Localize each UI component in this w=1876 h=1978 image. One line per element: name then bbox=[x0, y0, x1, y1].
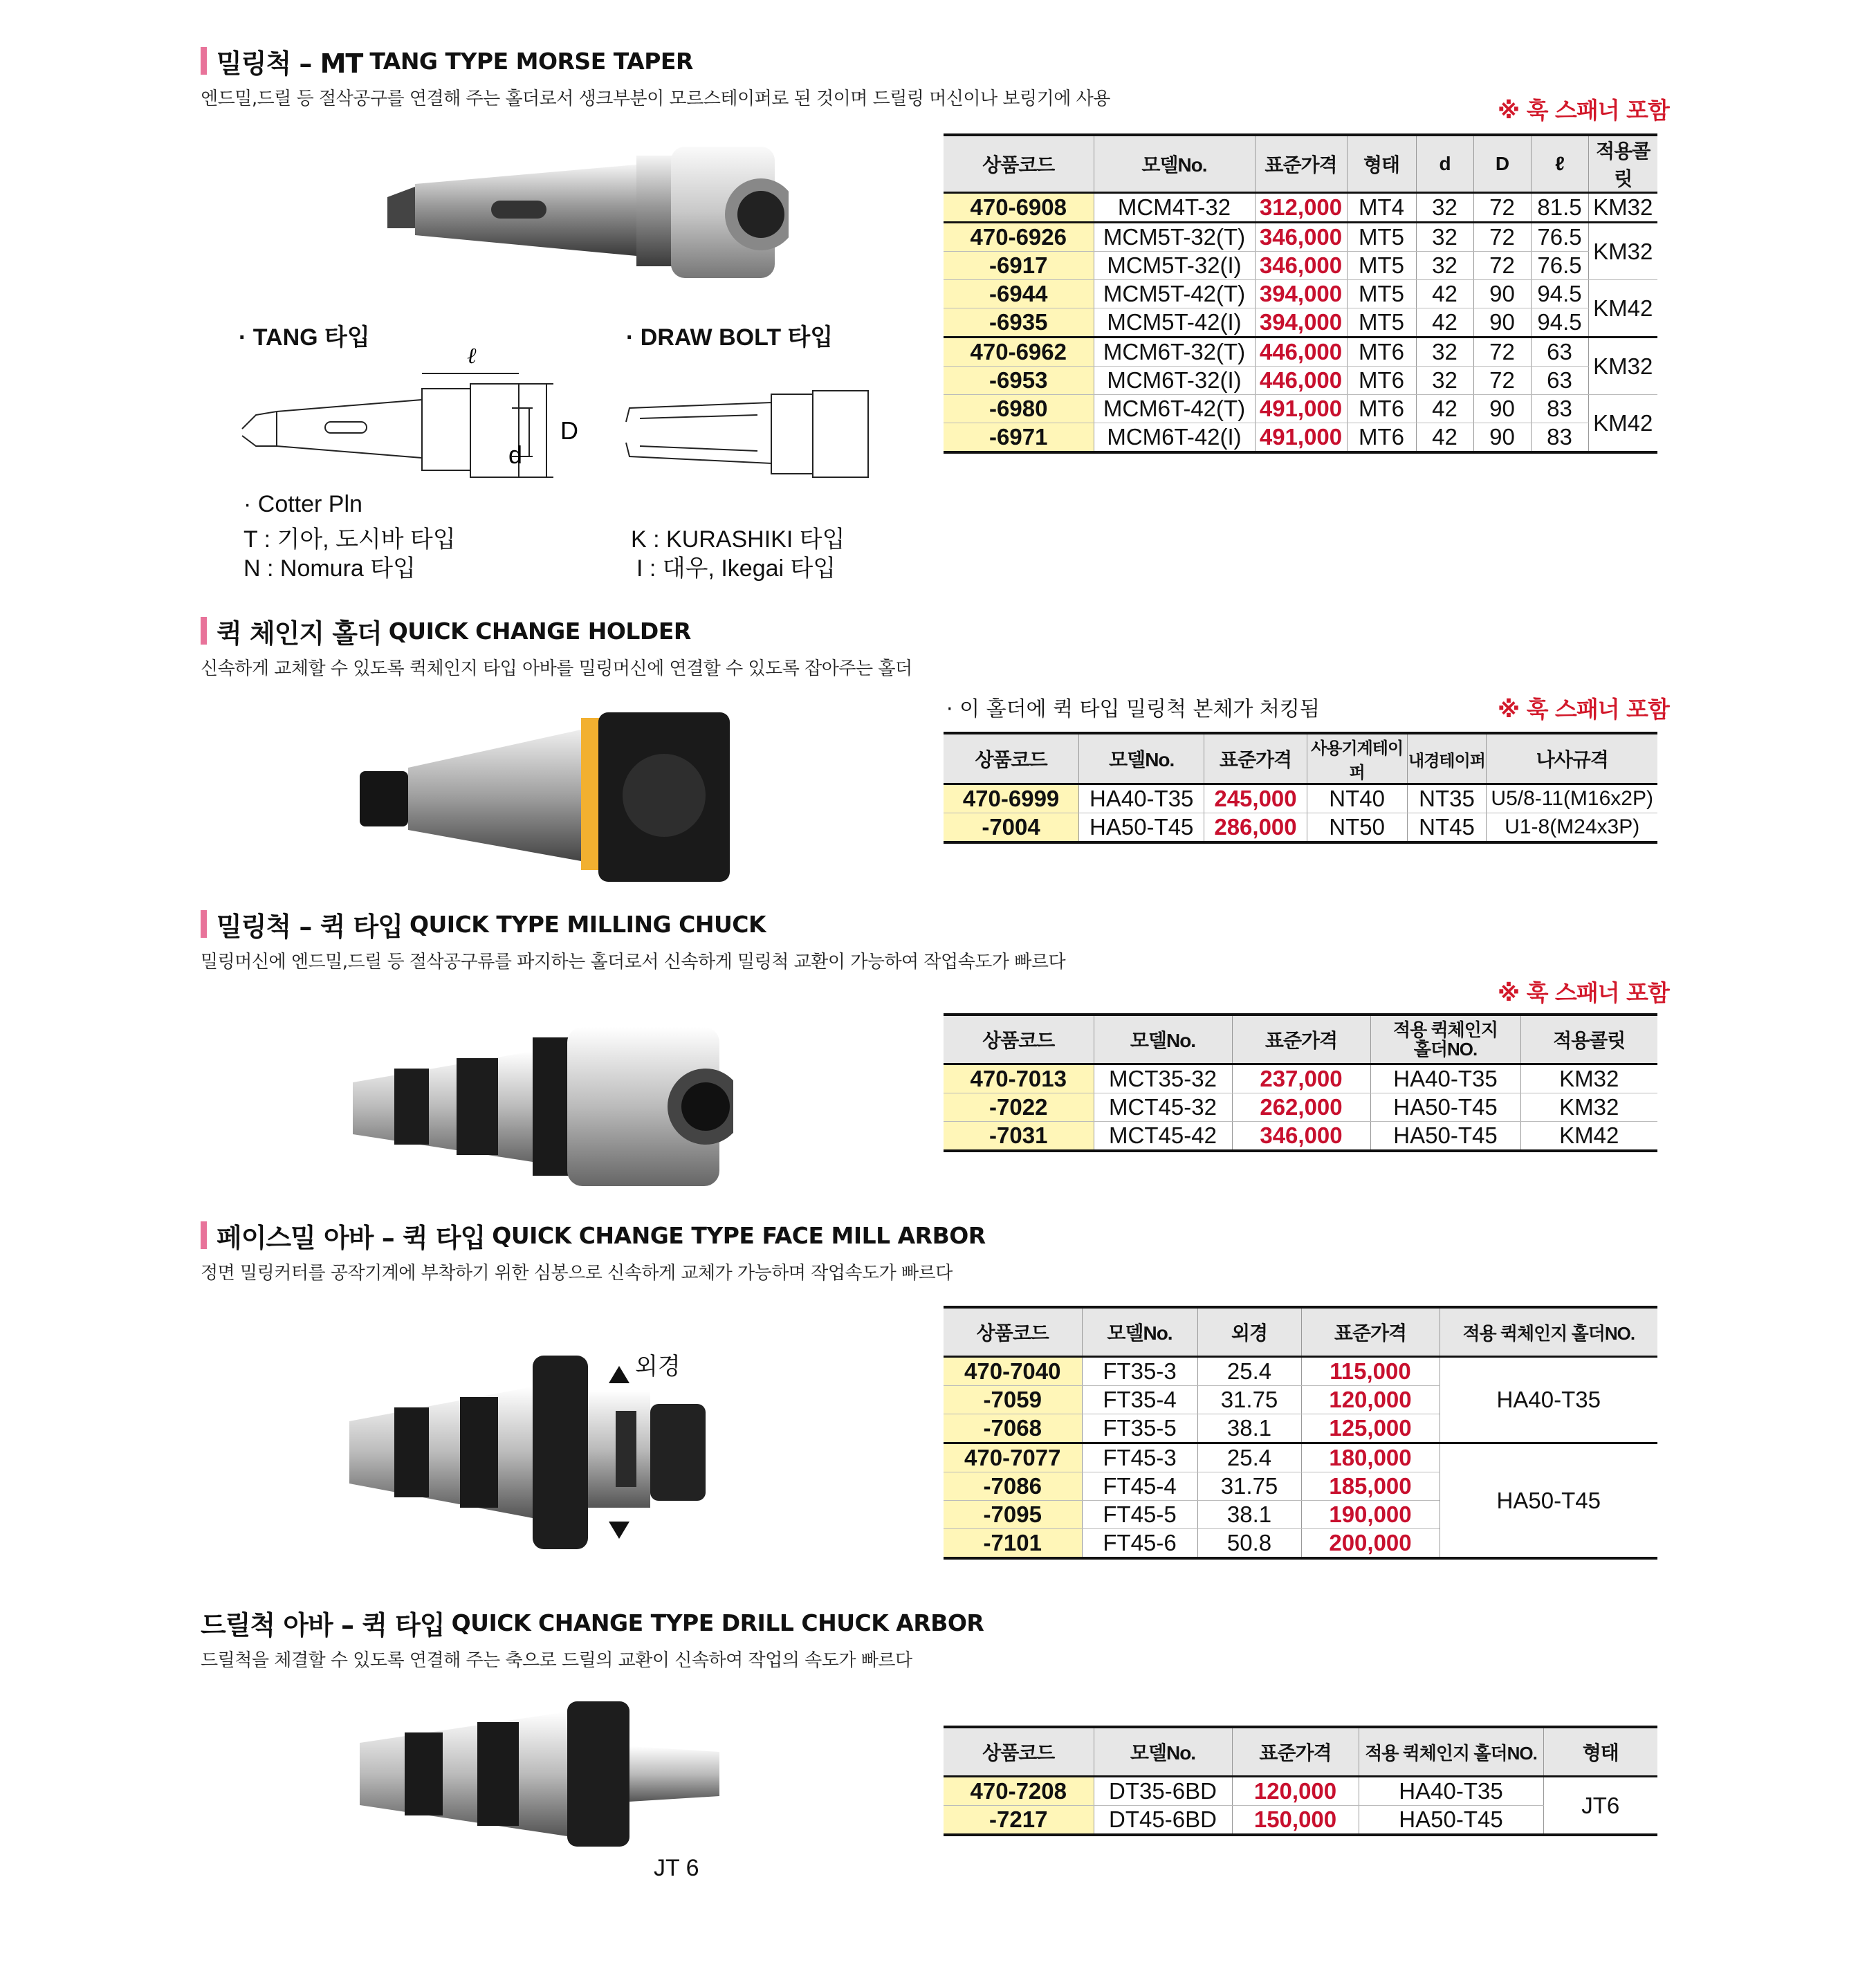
cell-price: 346,000 bbox=[1255, 223, 1347, 252]
header-price: 표준가격 bbox=[1232, 1015, 1370, 1064]
cell-code: 470-7040 bbox=[944, 1357, 1082, 1386]
cell-type: MT4 bbox=[1347, 193, 1416, 223]
cell-code: 470-7013 bbox=[944, 1064, 1094, 1093]
cell-d: 32 bbox=[1416, 338, 1473, 367]
cell-type: JT6 bbox=[1543, 1777, 1657, 1836]
quick-milling-chuck-image bbox=[346, 1024, 733, 1190]
cell-model: FT45-3 bbox=[1082, 1443, 1197, 1472]
cell-d: 32 bbox=[1416, 223, 1473, 252]
cell-price: 394,000 bbox=[1255, 280, 1347, 308]
cell-code: -7059 bbox=[944, 1386, 1082, 1414]
cell-l: 83 bbox=[1531, 423, 1588, 453]
jt6-label: JT 6 bbox=[654, 1855, 699, 1881]
cell-holder-no: HA50-T45 bbox=[1440, 1443, 1657, 1559]
section-title bbox=[201, 43, 1110, 79]
title-bar bbox=[201, 617, 207, 645]
header-code: 상품코드 bbox=[944, 733, 1079, 784]
cell-holder-no: HA50-T45 bbox=[1359, 1806, 1543, 1836]
cell-model: MCT35-32 bbox=[1094, 1064, 1232, 1093]
title-korean: 밀링척 – MT bbox=[217, 48, 363, 79]
cell-price: 115,000 bbox=[1301, 1357, 1440, 1386]
cell-type: MT6 bbox=[1347, 338, 1416, 367]
drawbolt-type-drawing bbox=[619, 387, 910, 484]
header-holder-no: 적용 퀵체인지 홀더NO. bbox=[1359, 1727, 1543, 1777]
cell-d: 42 bbox=[1416, 308, 1473, 338]
table-row bbox=[944, 338, 1657, 367]
header-price: 표준가격 bbox=[1232, 1727, 1359, 1777]
cell-price: 312,000 bbox=[1255, 193, 1347, 223]
title-english: QUICK TYPE MILLING CHUCK bbox=[409, 910, 766, 938]
cell-inner-taper: NT45 bbox=[1407, 813, 1487, 843]
cell-type: MT6 bbox=[1347, 395, 1416, 423]
cell-outer-diameter: 31.75 bbox=[1197, 1386, 1301, 1414]
dim-d-label: d bbox=[508, 441, 523, 469]
cell-code: 470-7208 bbox=[944, 1777, 1094, 1806]
cell-d: 32 bbox=[1416, 367, 1473, 395]
cell-model: FT45-4 bbox=[1082, 1472, 1197, 1501]
cell-model: MCM5T-32(I) bbox=[1094, 252, 1255, 280]
face-mill-arbor-table bbox=[944, 1306, 1657, 1560]
section-face-mill-arbor bbox=[201, 1217, 986, 1284]
cell-collet: KM42 bbox=[1588, 395, 1657, 453]
cell-price: 150,000 bbox=[1232, 1806, 1359, 1836]
tang-type-label: · TANG 타입 bbox=[239, 324, 370, 351]
tang-type-drawing bbox=[235, 346, 595, 491]
title-english: QUICK CHANGE TYPE FACE MILL ARBOR bbox=[492, 1221, 986, 1249]
cell-outer-diameter: 38.1 bbox=[1197, 1501, 1301, 1529]
header-model: 모델No. bbox=[1082, 1307, 1197, 1357]
cell-code: -7004 bbox=[944, 813, 1079, 843]
header-price: 표준가격 bbox=[1301, 1307, 1440, 1357]
i-type-note: I : 대우, Ikegai 타입 bbox=[636, 555, 836, 582]
cell-thread: U1-8(M24x3P) bbox=[1487, 813, 1657, 843]
table-row bbox=[944, 423, 1657, 453]
cell-holder-no: HA50-T45 bbox=[1370, 1122, 1520, 1152]
header-model: 모델No. bbox=[1094, 135, 1255, 193]
cell-code: -6953 bbox=[944, 367, 1094, 395]
cell-l: 94.5 bbox=[1531, 280, 1588, 308]
table-header-row bbox=[944, 1015, 1657, 1064]
cell-outer-diameter: 25.4 bbox=[1197, 1443, 1301, 1472]
cell-model: MCM6T-32(I) bbox=[1094, 367, 1255, 395]
outer-diameter-label: 외경 bbox=[635, 1353, 681, 1380]
header-code: 상품코드 bbox=[944, 1307, 1082, 1357]
cell-model: MCM6T-42(I) bbox=[1094, 423, 1255, 453]
section-description: 엔드밀,드릴 등 절삭공구를 연결해 주는 홀더로서 생크부분이 모르스테이퍼로 된 것이며 드릴링 머신이나 보링기에 사용 bbox=[201, 89, 1110, 109]
drill-chuck-arbor-image bbox=[353, 1698, 740, 1864]
cell-outer-diameter: 50.8 bbox=[1197, 1529, 1301, 1559]
spanner-note: ※ 훅 스패너 포함 bbox=[1498, 97, 1669, 124]
cell-code: 470-7077 bbox=[944, 1443, 1082, 1472]
dim-D-label: D bbox=[560, 416, 578, 445]
cell-model: FT45-5 bbox=[1082, 1501, 1197, 1529]
cell-code: -7031 bbox=[944, 1122, 1094, 1152]
n-type-note: N : Nomura 타입 bbox=[243, 555, 416, 582]
cell-outer-diameter: 25.4 bbox=[1197, 1357, 1301, 1386]
title-korean: 페이스밀 아바 – 퀵 타입 bbox=[217, 1222, 486, 1253]
cell-l: 94.5 bbox=[1531, 308, 1588, 338]
cell-code: -6971 bbox=[944, 423, 1094, 453]
table-row bbox=[944, 367, 1657, 395]
k-type-note: K : KURASHIKI 타입 bbox=[631, 526, 845, 553]
cell-model: MCM4T-32 bbox=[1094, 193, 1255, 223]
cell-model: HA50-T45 bbox=[1079, 813, 1204, 843]
cell-l: 63 bbox=[1531, 367, 1588, 395]
header-d: d bbox=[1416, 135, 1473, 193]
cell-code: -6980 bbox=[944, 395, 1094, 423]
cotter-pin-label: · Cotter Pln bbox=[243, 491, 362, 517]
header-D: D bbox=[1473, 135, 1531, 193]
cell-l: 81.5 bbox=[1531, 193, 1588, 223]
cell-price: 185,000 bbox=[1301, 1472, 1440, 1501]
cell-l: 76.5 bbox=[1531, 223, 1588, 252]
cell-collet: KM32 bbox=[1520, 1093, 1657, 1122]
title-korean: 드릴척 아바 – 퀵 타입 bbox=[201, 1609, 445, 1640]
cell-D: 90 bbox=[1473, 280, 1531, 308]
cell-d: 42 bbox=[1416, 280, 1473, 308]
table-row bbox=[944, 1122, 1657, 1152]
cell-machine-taper: NT50 bbox=[1307, 813, 1407, 843]
mt-spec-table bbox=[944, 133, 1657, 454]
header-outer-diameter: 외경 bbox=[1197, 1307, 1301, 1357]
title-english: QUICK CHANGE TYPE DRILL CHUCK ARBOR bbox=[451, 1609, 984, 1636]
drill-chuck-arbor-table bbox=[944, 1726, 1657, 1836]
cell-D: 72 bbox=[1473, 338, 1531, 367]
title-bar bbox=[201, 1221, 207, 1249]
cell-model: DT35-6BD bbox=[1094, 1777, 1232, 1806]
cell-l: 76.5 bbox=[1531, 252, 1588, 280]
section-title bbox=[201, 1217, 986, 1253]
cell-D: 72 bbox=[1473, 223, 1531, 252]
table-row bbox=[944, 223, 1657, 252]
cell-price: 125,000 bbox=[1301, 1414, 1440, 1443]
cell-inner-taper: NT35 bbox=[1407, 784, 1487, 813]
section-quick-milling-chuck bbox=[201, 906, 1065, 973]
cell-d: 32 bbox=[1416, 252, 1473, 280]
cell-model: MCM6T-32(T) bbox=[1094, 338, 1255, 367]
cell-price: 491,000 bbox=[1255, 395, 1347, 423]
cell-model: MCM5T-42(I) bbox=[1094, 308, 1255, 338]
cell-model: MCT45-32 bbox=[1094, 1093, 1232, 1122]
cell-type: MT6 bbox=[1347, 367, 1416, 395]
table-header-row bbox=[944, 135, 1657, 193]
table-row bbox=[944, 193, 1657, 223]
header-price: 표준가격 bbox=[1255, 135, 1347, 193]
header-code: 상품코드 bbox=[944, 1727, 1094, 1777]
cell-l: 83 bbox=[1531, 395, 1588, 423]
cell-price: 491,000 bbox=[1255, 423, 1347, 453]
cell-price: 120,000 bbox=[1232, 1777, 1359, 1806]
cell-code: -7086 bbox=[944, 1472, 1082, 1501]
cell-price: 394,000 bbox=[1255, 308, 1347, 338]
header-type: 형태 bbox=[1543, 1727, 1657, 1777]
cell-code: -6935 bbox=[944, 308, 1094, 338]
cell-machine-taper: NT40 bbox=[1307, 784, 1407, 813]
cell-collet: KM32 bbox=[1588, 338, 1657, 395]
drawbolt-type-label: · DRAW BOLT 타입 bbox=[626, 324, 834, 351]
cell-thread: U5/8-11(M16x2P) bbox=[1487, 784, 1657, 813]
holder-chucking-note: · 이 홀더에 퀵 타입 밀링척 본체가 처킹됨 bbox=[946, 697, 1320, 721]
cell-price: 190,000 bbox=[1301, 1501, 1440, 1529]
cell-holder-no: HA40-T35 bbox=[1370, 1064, 1520, 1093]
cell-code: -7217 bbox=[944, 1806, 1094, 1836]
cell-model: MCM5T-32(T) bbox=[1094, 223, 1255, 252]
cell-model: FT45-6 bbox=[1082, 1529, 1197, 1559]
cell-D: 90 bbox=[1473, 308, 1531, 338]
cell-model: FT35-3 bbox=[1082, 1357, 1197, 1386]
table-row bbox=[944, 1064, 1657, 1093]
quick-milling-chuck-table bbox=[944, 1013, 1657, 1152]
cell-price: 120,000 bbox=[1301, 1386, 1440, 1414]
cell-type: MT5 bbox=[1347, 308, 1416, 338]
cell-code: -7101 bbox=[944, 1529, 1082, 1559]
title-english: TANG TYPE MORSE TAPER bbox=[369, 47, 693, 75]
header-thread: 나사규격 bbox=[1487, 733, 1657, 784]
section-description: 밀링머신에 엔드밀,드릴 등 절삭공구류를 파지하는 홀더로서 신속하게 밀링척 교환이 가능하여 작업속도가 빠르다 bbox=[201, 952, 1066, 972]
header-code: 상품코드 bbox=[944, 135, 1094, 193]
spanner-note: ※ 훅 스패너 포함 bbox=[1498, 696, 1669, 723]
cell-collet: KM42 bbox=[1520, 1122, 1657, 1152]
cell-code: 470-6926 bbox=[944, 223, 1094, 252]
cell-price: 446,000 bbox=[1255, 367, 1347, 395]
section-drill-chuck-arbor bbox=[201, 1605, 984, 1672]
cell-D: 90 bbox=[1473, 395, 1531, 423]
cell-model: FT35-5 bbox=[1082, 1414, 1197, 1443]
section-quick-change-holder bbox=[201, 613, 912, 680]
cell-outer-diameter: 31.75 bbox=[1197, 1472, 1301, 1501]
cell-D: 90 bbox=[1473, 423, 1531, 453]
header-price: 표준가격 bbox=[1204, 733, 1307, 784]
t-type-note: T : 기아, 도시바 타입 bbox=[243, 526, 456, 553]
cell-collet: KM32 bbox=[1588, 193, 1657, 223]
table-row bbox=[944, 1093, 1657, 1122]
cell-d: 32 bbox=[1416, 193, 1473, 223]
cell-D: 72 bbox=[1473, 367, 1531, 395]
section-description: 신속하게 교체할 수 있도록 퀵체인지 타입 아바를 밀링머신에 연결할 수 있도록 잡아주는 홀더 bbox=[201, 658, 912, 679]
cell-model: FT35-4 bbox=[1082, 1386, 1197, 1414]
section-title bbox=[201, 613, 912, 649]
header-inner-taper: 내경테이퍼 bbox=[1407, 733, 1487, 784]
header-model: 모델No. bbox=[1094, 1015, 1232, 1064]
cell-price: 346,000 bbox=[1232, 1122, 1370, 1152]
cell-code: -7022 bbox=[944, 1093, 1094, 1122]
cell-code: -6917 bbox=[944, 252, 1094, 280]
cell-price: 286,000 bbox=[1204, 813, 1307, 843]
table-header-row bbox=[944, 1727, 1657, 1777]
cell-type: MT5 bbox=[1347, 280, 1416, 308]
cell-type: MT5 bbox=[1347, 252, 1416, 280]
table-row bbox=[944, 784, 1657, 813]
header-collet: 적용콜릿 bbox=[1520, 1015, 1657, 1064]
cell-type: MT5 bbox=[1347, 223, 1416, 252]
spanner-note: ※ 훅 스패너 포함 bbox=[1498, 979, 1669, 1006]
cell-outer-diameter: 38.1 bbox=[1197, 1414, 1301, 1443]
table-row bbox=[944, 280, 1657, 308]
cell-model: MCT45-42 bbox=[1094, 1122, 1232, 1152]
mt-chuck-image bbox=[374, 138, 789, 290]
header-holder-no: 적용 퀵체인지 홀더NO. bbox=[1370, 1015, 1520, 1064]
cell-price: 346,000 bbox=[1255, 252, 1347, 280]
cell-price: 245,000 bbox=[1204, 784, 1307, 813]
cell-d: 42 bbox=[1416, 395, 1473, 423]
table-header-row bbox=[944, 733, 1657, 784]
cell-l: 63 bbox=[1531, 338, 1588, 367]
table-row bbox=[944, 1443, 1657, 1472]
cell-collet: KM32 bbox=[1520, 1064, 1657, 1093]
cell-price: 446,000 bbox=[1255, 338, 1347, 367]
title-korean: 밀링척 – 퀵 타입 bbox=[217, 911, 403, 942]
header-holder-no: 적용 퀵체인지 홀더NO. bbox=[1440, 1307, 1657, 1357]
cell-model: MCM5T-42(T) bbox=[1094, 280, 1255, 308]
header-model: 모델No. bbox=[1079, 733, 1204, 784]
table-row bbox=[944, 1357, 1657, 1386]
table-row bbox=[944, 813, 1657, 843]
section-title bbox=[201, 1605, 984, 1640]
cell-code: 470-6962 bbox=[944, 338, 1094, 367]
cell-price: 262,000 bbox=[1232, 1093, 1370, 1122]
table-header-row bbox=[944, 1307, 1657, 1357]
header-type: 형태 bbox=[1347, 135, 1416, 193]
section-title bbox=[201, 906, 1065, 942]
header-machine-taper: 사용기계테이퍼 bbox=[1307, 733, 1407, 784]
cell-price: 200,000 bbox=[1301, 1529, 1440, 1559]
table-row bbox=[944, 1777, 1657, 1806]
cell-code: 470-6908 bbox=[944, 193, 1094, 223]
dim-l-label: ℓ bbox=[467, 346, 477, 369]
cell-D: 72 bbox=[1473, 252, 1531, 280]
cell-code: 470-6999 bbox=[944, 784, 1079, 813]
section-mt-milling-chuck bbox=[201, 43, 1110, 110]
quick-change-holder-image bbox=[353, 699, 740, 885]
table-row bbox=[944, 252, 1657, 280]
cell-d: 42 bbox=[1416, 423, 1473, 453]
section-description: 드릴척을 체결할 수 있도록 연결해 주는 축으로 드릴의 교환이 신속하여 작업의 속도가 빠르다 bbox=[201, 1650, 912, 1671]
cell-model: DT45-6BD bbox=[1094, 1806, 1232, 1836]
section-description: 정면 밀링커터를 공작기계에 부착하기 위한 심봉으로 신속하게 교체가 가능하며 작업속도가 빠르다 bbox=[201, 1263, 953, 1284]
cell-model: HA40-T35 bbox=[1079, 784, 1204, 813]
cell-holder-no: HA40-T35 bbox=[1359, 1777, 1543, 1806]
title-bar bbox=[201, 47, 207, 75]
table-row bbox=[944, 395, 1657, 423]
cell-holder-no: HA40-T35 bbox=[1440, 1357, 1657, 1443]
cell-model: MCM6T-42(T) bbox=[1094, 395, 1255, 423]
cell-code: -7068 bbox=[944, 1414, 1082, 1443]
cell-price: 237,000 bbox=[1232, 1064, 1370, 1093]
cell-holder-no: HA50-T45 bbox=[1370, 1093, 1520, 1122]
cell-D: 72 bbox=[1473, 193, 1531, 223]
cell-code: -7095 bbox=[944, 1501, 1082, 1529]
title-english: QUICK CHANGE HOLDER bbox=[388, 617, 691, 645]
header-l: ℓ bbox=[1531, 135, 1588, 193]
cell-collet: KM32 bbox=[1588, 223, 1657, 280]
quick-change-holder-table bbox=[944, 732, 1657, 844]
cell-collet: KM42 bbox=[1588, 280, 1657, 338]
header-model: 모델No. bbox=[1094, 1727, 1232, 1777]
title-bar bbox=[201, 910, 207, 938]
header-code: 상품코드 bbox=[944, 1015, 1094, 1064]
cell-code: -6944 bbox=[944, 280, 1094, 308]
header-collet: 적용콜릿 bbox=[1588, 135, 1657, 193]
cell-price: 180,000 bbox=[1301, 1443, 1440, 1472]
title-korean: 퀵 체인지 홀더 bbox=[217, 618, 382, 649]
cell-type: MT6 bbox=[1347, 423, 1416, 453]
table-row bbox=[944, 308, 1657, 338]
